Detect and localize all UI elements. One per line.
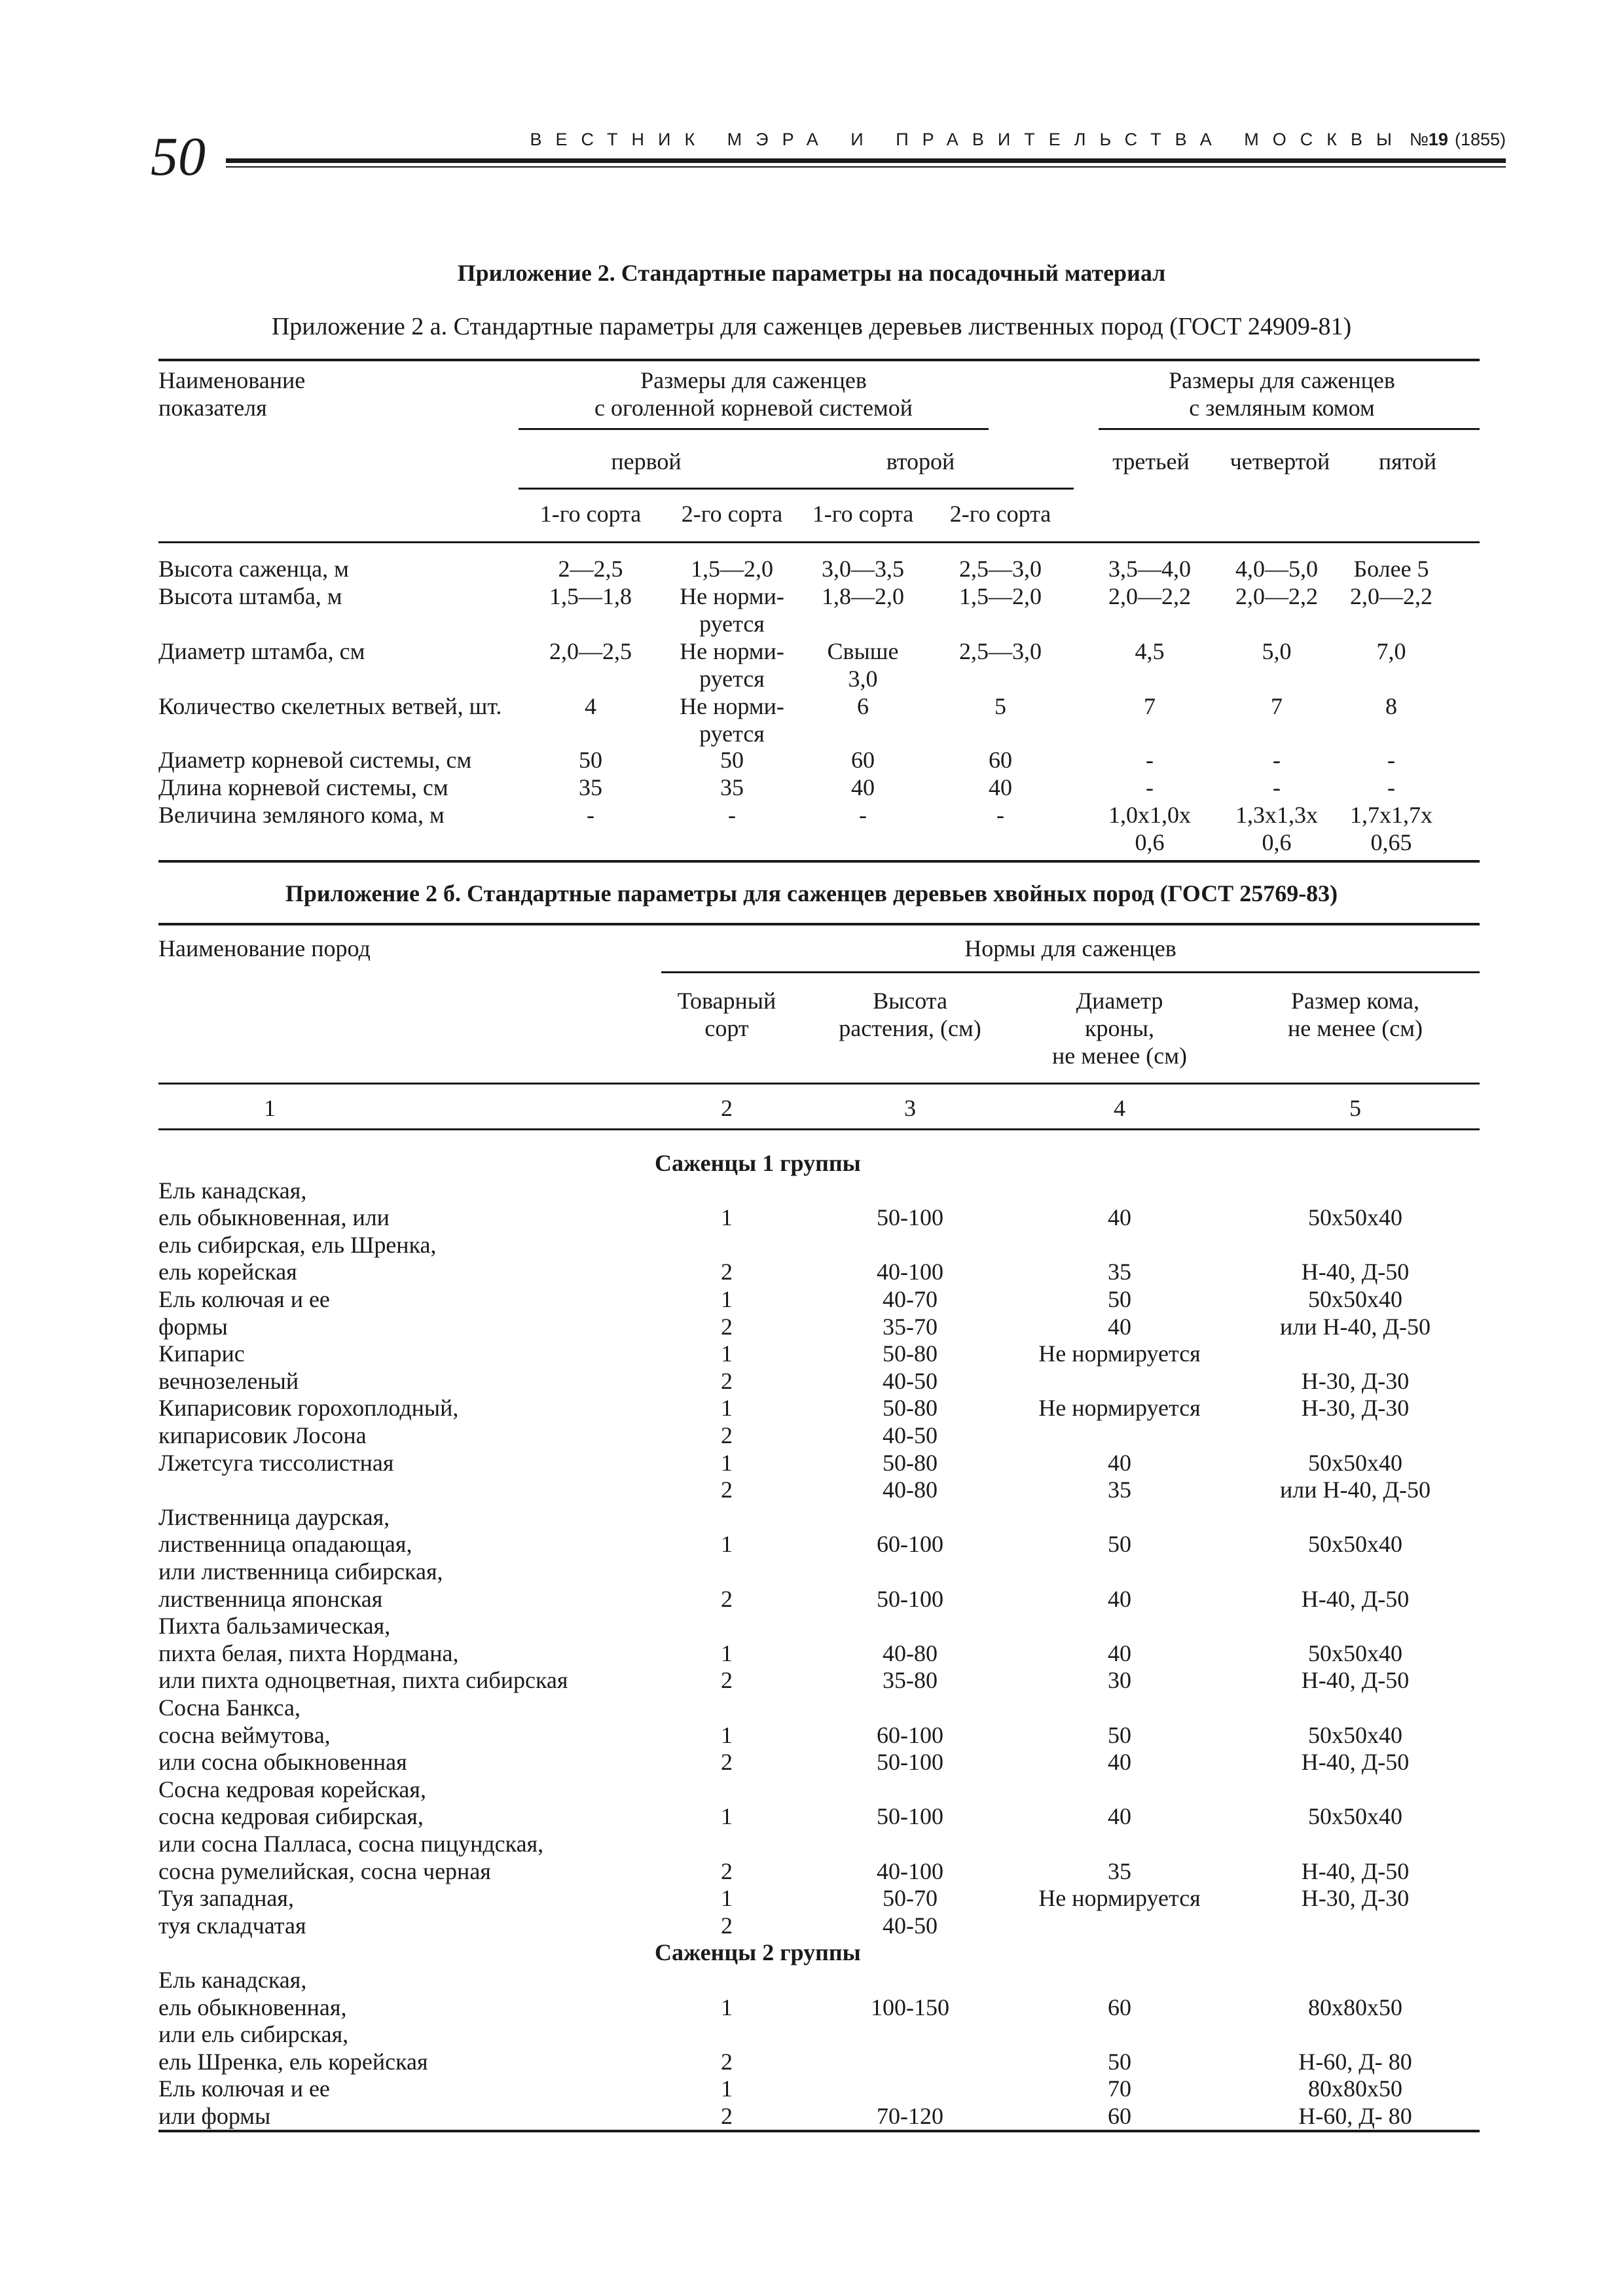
grade-cell: 2 xyxy=(721,1259,733,1285)
height-cell: 40-80 xyxy=(883,1477,938,1503)
grade-cell: 2 xyxy=(721,1313,733,1340)
crown-cell: 50 xyxy=(1108,1531,1131,1558)
height-cell: 50-100 xyxy=(877,1749,943,1776)
species-name: или сосна Палласа, сосна пицундская, xyxy=(158,1831,544,1857)
height-header: растения, (см) xyxy=(839,1015,981,1041)
ball-cell: Н-40, Д-50 xyxy=(1301,1667,1410,1694)
height-cell: 35-80 xyxy=(883,1667,938,1694)
column-number: 3 xyxy=(904,1095,916,1121)
table-a-cell: 2,0—2,2 xyxy=(1350,583,1432,609)
species-name: вечнозеленый xyxy=(158,1367,299,1394)
table-a-cell: 1,7x1,7x xyxy=(1350,802,1432,828)
table-a-cell: Свыше xyxy=(827,638,899,664)
third-grade-header: третьей xyxy=(1112,448,1190,475)
grade-cell: 2 xyxy=(721,2103,733,2129)
species-name: Лиственница даурская, xyxy=(158,1503,390,1530)
table-a-cell: 2—2,5 xyxy=(558,556,623,582)
indicator-name: Диаметр корневой системы, см xyxy=(158,747,472,773)
ball-header: не менее (см) xyxy=(1288,1015,1423,1041)
fourth-grade-header: четвертой xyxy=(1230,448,1330,475)
height-cell: 35-70 xyxy=(883,1313,938,1340)
table-a-cell: 0,65 xyxy=(1370,829,1412,855)
grade-cell: 1 xyxy=(721,1286,733,1312)
table-a-cell: 7 xyxy=(1271,693,1283,719)
grade-cell: 1 xyxy=(721,1640,733,1666)
height-cell: 50-80 xyxy=(883,1340,938,1367)
table-a-cell: - xyxy=(587,802,594,828)
height-cell: 100-150 xyxy=(871,1994,949,2020)
species-name: или сосна обыкновенная xyxy=(158,1749,407,1776)
ball-cell: Н-30, Д-30 xyxy=(1301,1367,1410,1394)
norms-header: Нормы для саженцев xyxy=(964,935,1176,961)
table-a-bottom-rule xyxy=(158,860,1480,863)
ball-cell: Н-40, Д-50 xyxy=(1301,1749,1410,1776)
grade-cell: 1 xyxy=(721,1449,733,1476)
ball-cell: Н-60, Д- 80 xyxy=(1298,2103,1412,2129)
table-a-cell: - xyxy=(1273,747,1281,773)
table-a-cell: - xyxy=(728,802,736,828)
species-name: Сосна Банкса, xyxy=(158,1695,301,1721)
species-name: Кипарисовик горохоплодный, xyxy=(158,1395,459,1422)
table-a-cell: Не норми- xyxy=(680,693,784,719)
table-a-cell: 6 xyxy=(857,693,869,719)
crown-cell: 70 xyxy=(1108,2075,1131,2102)
species-name: сосна веймутова, xyxy=(158,1721,331,1748)
indicator-name: Диаметр штамба, см xyxy=(158,638,365,664)
ball-cell: Н-40, Д-50 xyxy=(1301,1857,1410,1884)
table-a-cell: 2,5—3,0 xyxy=(959,638,1042,664)
ball-header: Размер кома, xyxy=(1291,988,1419,1014)
height-cell: 50-80 xyxy=(883,1395,938,1422)
column-number: 2 xyxy=(721,1095,733,1121)
crown-cell: 35 xyxy=(1108,1259,1131,1285)
ball-cell: 50x50x40 xyxy=(1308,1721,1402,1748)
species-name: Пихта бальзамическая, xyxy=(158,1613,391,1640)
table-a-cell: 3,5—4,0 xyxy=(1108,556,1191,582)
header-rule-thin xyxy=(226,166,1506,168)
table-a-cell: 5 xyxy=(994,693,1006,719)
sort-subheader: 1-го сорта xyxy=(812,501,914,527)
height-cell: 40-100 xyxy=(877,1259,943,1285)
species-name: кипарисовик Лосона xyxy=(158,1422,367,1448)
grade-cell: 1 xyxy=(721,1803,733,1830)
table-a-cell: 0,6 xyxy=(1262,829,1292,855)
grade-cell: 2 xyxy=(721,1422,733,1448)
table-a-cell: 3,0 xyxy=(848,666,878,692)
crown-cell: Не нормируется xyxy=(1038,1340,1201,1367)
species-name: лиственница опадающая, xyxy=(158,1531,412,1558)
grade-cell: 1 xyxy=(721,1340,733,1367)
grade-cell: 2 xyxy=(721,1667,733,1694)
grade-cell: 2 xyxy=(721,1857,733,1884)
crown-header: кроны, xyxy=(1085,1015,1154,1041)
grade-cell: 1 xyxy=(721,1885,733,1912)
table-a-header-rule xyxy=(158,541,1480,543)
earth-ball-group-rule xyxy=(1099,428,1480,430)
indicator-name: Высота штамба, м xyxy=(158,583,342,609)
table-a-cell: - xyxy=(859,802,867,828)
species-name: Ель колючая и ее xyxy=(158,2075,330,2102)
column-number: 5 xyxy=(1349,1095,1361,1121)
table-a-cell: 40 xyxy=(989,774,1012,800)
species-name: или пихта одноцветная, пихта сибирская xyxy=(158,1667,568,1694)
crown-cell: 30 xyxy=(1108,1667,1131,1694)
table-a-cell: 0,6 xyxy=(1135,829,1165,855)
height-cell: 40-70 xyxy=(883,1286,938,1312)
species-name: сосна румелийская, сосна черная xyxy=(158,1857,491,1884)
species-name: ель обыкновенная, xyxy=(158,1994,347,2020)
column-number-rule xyxy=(158,1128,1480,1130)
height-cell: 40-50 xyxy=(883,1422,938,1448)
species-name: ель Шренка, ель корейская xyxy=(158,2048,428,2075)
table-a-cell: 50 xyxy=(579,747,602,773)
species-name: формы xyxy=(158,1313,228,1340)
bare-root-group-rule xyxy=(519,428,989,430)
species-name: или формы xyxy=(158,2103,271,2129)
table-a-cell: 60 xyxy=(851,747,875,773)
height-cell: 40-50 xyxy=(883,1367,938,1394)
crown-cell: 40 xyxy=(1108,1313,1131,1340)
grade-cell: 2 xyxy=(721,1749,733,1776)
grade-cell: 1 xyxy=(721,1395,733,1422)
species-name: лиственница японская xyxy=(158,1585,383,1612)
species-name: Кипарис xyxy=(158,1340,245,1367)
crown-cell: 60 xyxy=(1108,2103,1131,2129)
table-a-cell: 1,3x1,3x xyxy=(1235,802,1318,828)
table-a-cell: 60 xyxy=(989,747,1012,773)
table-a-cell: 4 xyxy=(585,693,596,719)
species-header: Наименование пород xyxy=(158,935,371,961)
table-a-cell: 5,0 xyxy=(1262,638,1292,664)
height-cell: 40-50 xyxy=(883,1912,938,1939)
crown-cell: 50 xyxy=(1108,1286,1131,1312)
table-a-cell: 35 xyxy=(579,774,602,800)
crown-cell: 35 xyxy=(1108,1857,1131,1884)
ball-cell: 50x50x40 xyxy=(1308,1640,1402,1666)
appendix-2b-title: Приложение 2 б. Стандартные параметры для саженцев деревьев хвойных пород (ГОСТ 25769-83) xyxy=(285,880,1338,906)
indicator-name: Величина земляного кома, м xyxy=(158,802,445,828)
issue-prefix: № xyxy=(1409,130,1429,149)
crown-header: не менее (см) xyxy=(1052,1043,1187,1069)
column-number: 1 xyxy=(264,1095,276,1121)
grade-subheader-rule xyxy=(519,488,1074,490)
height-header: Высота xyxy=(873,988,947,1014)
table-a-cell: - xyxy=(1387,747,1395,773)
species-name: или ель сибирская, xyxy=(158,2021,349,2048)
species-name: Ель канадская, xyxy=(158,1177,307,1204)
table-a-cell: 7 xyxy=(1144,693,1156,719)
grade-cell: 1 xyxy=(721,1721,733,1748)
sort-subheader: 1-го сорта xyxy=(539,501,642,527)
norms-rule xyxy=(661,971,1480,973)
height-cell: 60-100 xyxy=(877,1721,943,1748)
indicator-header: Наименование xyxy=(158,367,306,393)
grade-cell: 1 xyxy=(721,1204,733,1231)
crown-cell: 60 xyxy=(1108,1994,1131,2020)
ball-cell: Н-30, Д-30 xyxy=(1301,1395,1410,1422)
table-a-cell: - xyxy=(1146,747,1154,773)
species-name: Туя западная, xyxy=(158,1885,294,1912)
table-a-cell: - xyxy=(1387,774,1395,800)
indicator-name: Количество скелетных ветвей, шт. xyxy=(158,693,502,719)
ball-cell: Н-30, Д-30 xyxy=(1301,1885,1410,1912)
height-cell: 70-120 xyxy=(877,2103,943,2129)
ball-cell: 50x50x40 xyxy=(1308,1204,1402,1231)
first-grade-header: первой xyxy=(611,448,682,475)
page-number: 50 xyxy=(151,126,206,187)
group-heading: Саженцы 2 группы xyxy=(655,1939,861,1966)
height-cell: 50-100 xyxy=(877,1585,943,1612)
fifth-grade-header: пятой xyxy=(1378,448,1437,475)
height-cell: 50-70 xyxy=(883,1885,938,1912)
earth-ball-group-header: Размеры для саженцев xyxy=(1169,367,1395,393)
height-cell: 50-100 xyxy=(877,1803,943,1830)
appendix-2a-title: Приложение 2 а. Стандартные параметры для саженцев деревьев лиственных пород (ГОСТ 24909-81) xyxy=(271,313,1352,340)
ball-cell: 80x80x50 xyxy=(1308,1994,1402,2020)
crown-cell: Не нормируется xyxy=(1038,1395,1201,1422)
issue-number: 19 xyxy=(1428,130,1448,149)
table-a-cell: 3,0—3,5 xyxy=(822,556,904,582)
ball-cell: или Н-40, Д-50 xyxy=(1279,1313,1431,1340)
height-cell: 50-100 xyxy=(877,1204,943,1231)
crown-cell: 40 xyxy=(1108,1803,1131,1830)
second-grade-header: второй xyxy=(886,448,955,475)
table-a-cell: 1,5—1,8 xyxy=(549,583,632,609)
column-number: 4 xyxy=(1114,1095,1125,1121)
table-a-cell: Не норми- xyxy=(680,638,784,664)
species-name: Ель колючая и ее xyxy=(158,1286,330,1312)
issue-year: (1855) xyxy=(1454,130,1506,149)
species-name: ель обыкновенная, или xyxy=(158,1204,390,1231)
ball-cell: 80x80x50 xyxy=(1308,2075,1402,2102)
table-a-cell: 2,0—2,5 xyxy=(549,638,632,664)
table-a-cell: 1,8—2,0 xyxy=(822,583,904,609)
group-heading: Саженцы 1 группы xyxy=(655,1150,861,1176)
species-name: Лжетсуга тиссолистная xyxy=(158,1449,394,1476)
table-a-cell: 50 xyxy=(720,747,744,773)
crown-cell: 40 xyxy=(1108,1749,1131,1776)
species-name: сосна кедровая сибирская, xyxy=(158,1803,424,1830)
height-cell: 40-100 xyxy=(877,1857,943,1884)
table-a-cell: 2,0—2,2 xyxy=(1108,583,1191,609)
crown-cell: 40 xyxy=(1108,1449,1131,1476)
table-a-cell: 4,5 xyxy=(1135,638,1165,664)
crown-cell: 50 xyxy=(1108,1721,1131,1748)
height-cell: 60-100 xyxy=(877,1531,943,1558)
bare-root-group-header: Размеры для саженцев xyxy=(640,367,867,393)
table-a-cell: 2,5—3,0 xyxy=(959,556,1042,582)
sort-subheader: 2-го сорта xyxy=(681,501,783,527)
species-name: или лиственница сибирская, xyxy=(158,1558,443,1585)
grade-header: сорт xyxy=(704,1015,749,1041)
height-cell: 50-80 xyxy=(883,1449,938,1476)
indicator-header: показателя xyxy=(158,395,267,421)
grade-cell: 1 xyxy=(721,1531,733,1558)
table-a-cell: руется xyxy=(699,721,765,747)
table-a-cell: 4,0—5,0 xyxy=(1235,556,1318,582)
table-a-cell: - xyxy=(1146,774,1154,800)
height-cell: 40-80 xyxy=(883,1640,938,1666)
species-name: Сосна кедровая корейская, xyxy=(158,1776,426,1803)
crown-cell: 40 xyxy=(1108,1585,1131,1612)
ball-cell: Н-60, Д- 80 xyxy=(1298,2048,1412,2075)
journal-title: ВЕСТНИК МЭРА И ПРАВИТЕЛЬСТВА МОСКВЫ xyxy=(530,130,1406,149)
species-name: Ель канадская, xyxy=(158,1967,307,1993)
running-title xyxy=(530,130,1506,150)
earth-ball-group-header: с земляным комом xyxy=(1189,395,1375,421)
table-a-cell: Более 5 xyxy=(1353,556,1429,582)
ball-cell: 50x50x40 xyxy=(1308,1531,1402,1558)
header-rule-thick xyxy=(226,158,1506,163)
ball-cell: 50x50x40 xyxy=(1308,1449,1402,1476)
table-a-cell: 7,0 xyxy=(1376,638,1406,664)
crown-cell: 40 xyxy=(1108,1640,1131,1666)
grade-cell: 2 xyxy=(721,1367,733,1394)
grade-cell: 2 xyxy=(721,1912,733,1939)
table-a-cell: - xyxy=(1273,774,1281,800)
grade-cell: 1 xyxy=(721,1994,733,2020)
table-a-cell: - xyxy=(996,802,1004,828)
bare-root-group-header: с оголенной корневой системой xyxy=(594,395,913,421)
table-a-top-rule xyxy=(158,359,1480,361)
species-name: туя складчатая xyxy=(158,1912,306,1939)
crown-cell: 50 xyxy=(1108,2048,1131,2075)
table-b-header-rule xyxy=(158,1083,1480,1085)
running-header xyxy=(144,118,1506,187)
indicator-name: Высота саженца, м xyxy=(158,556,349,582)
species-name: пихта белая, пихта Нордмана, xyxy=(158,1640,459,1666)
grade-cell: 2 xyxy=(721,2048,733,2075)
ball-cell: Н-40, Д-50 xyxy=(1301,1585,1410,1612)
crown-cell: Не нормируется xyxy=(1038,1885,1201,1912)
appendix-title: Приложение 2. Стандартные параметры на посадочный материал xyxy=(457,260,1166,286)
crown-cell: 35 xyxy=(1108,1477,1131,1503)
table-a-cell: 1,5—2,0 xyxy=(959,583,1042,609)
grade-header: Товарный xyxy=(677,988,776,1014)
species-name: ель сибирская, ель Шренка, xyxy=(158,1231,437,1258)
table-a-cell: 8 xyxy=(1385,693,1397,719)
ball-cell: 50x50x40 xyxy=(1308,1803,1402,1830)
ball-cell: 50x50x40 xyxy=(1308,1286,1402,1312)
species-name: ель корейская xyxy=(158,1259,297,1285)
indicator-name: Длина корневой системы, см xyxy=(158,774,448,800)
table-b-top-rule xyxy=(158,923,1480,925)
grade-cell: 1 xyxy=(721,2075,733,2102)
table-a-cell: руется xyxy=(699,611,765,637)
table-a-cell: 2,0—2,2 xyxy=(1235,583,1318,609)
grade-cell: 2 xyxy=(721,1585,733,1612)
table-a-cell: Не норми- xyxy=(680,583,784,609)
sort-subheader: 2-го сорта xyxy=(949,501,1051,527)
table-a-cell: руется xyxy=(699,666,765,692)
ball-cell: Н-40, Д-50 xyxy=(1301,1259,1410,1285)
table-a-cell: 1,5—2,0 xyxy=(691,556,773,582)
crown-cell: 40 xyxy=(1108,1204,1131,1231)
table-a-cell: 40 xyxy=(851,774,875,800)
crown-header: Диаметр xyxy=(1076,988,1163,1014)
ball-cell: или Н-40, Д-50 xyxy=(1279,1477,1431,1503)
table-a-cell: 1,0x1,0x xyxy=(1108,802,1191,828)
table-a-cell: 35 xyxy=(720,774,744,800)
table-b-bottom-rule xyxy=(158,2130,1480,2132)
grade-cell: 2 xyxy=(721,1477,733,1503)
